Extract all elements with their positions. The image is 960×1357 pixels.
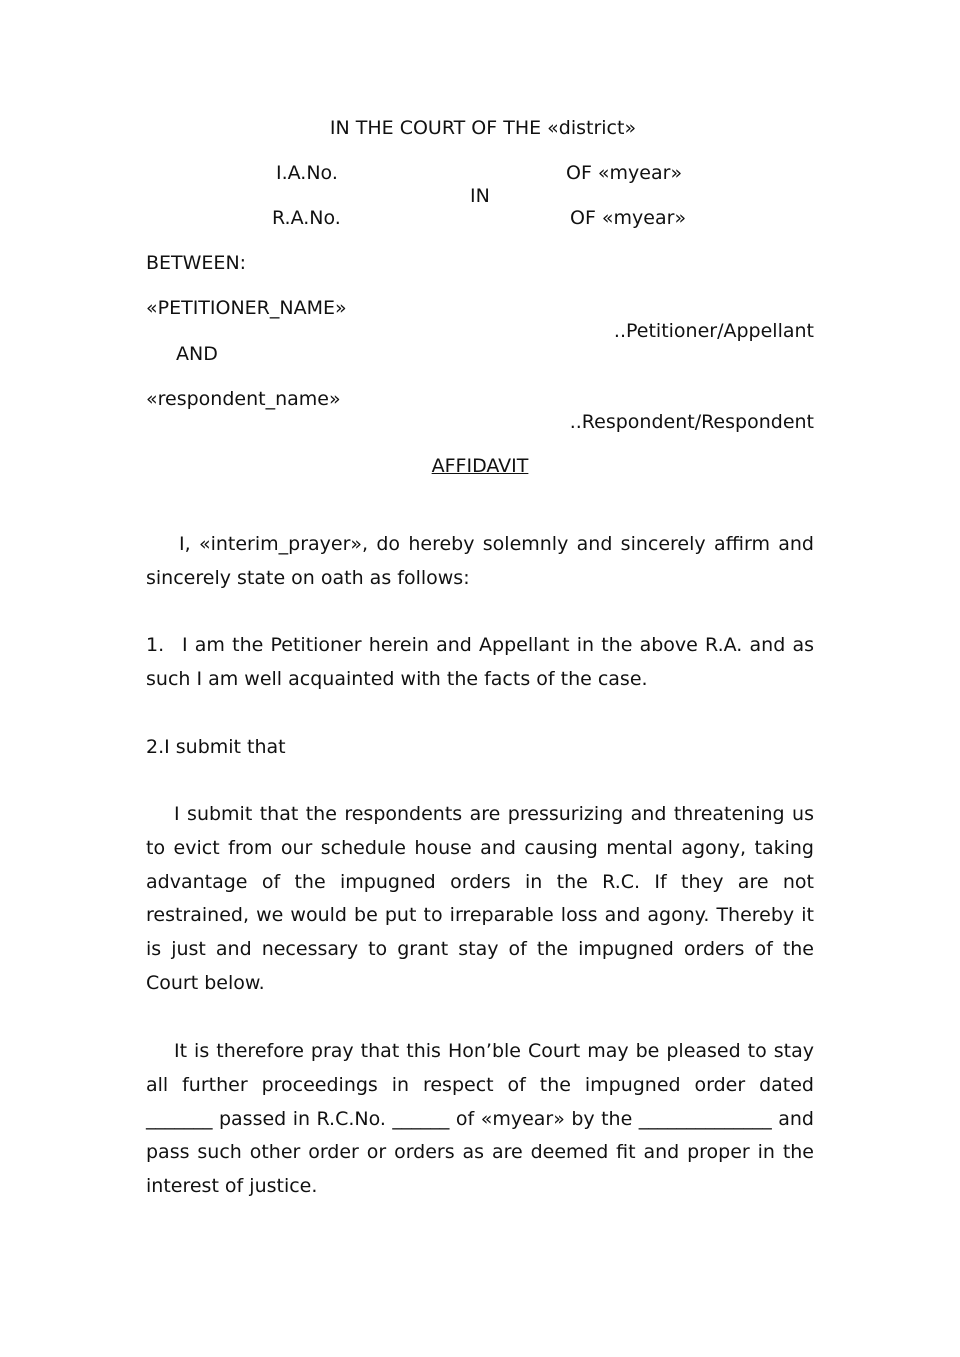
- point-one-number: 1.: [146, 634, 165, 656]
- prayer-text: It is therefore pray that this Hon’ble Court may be pleased to stay all further proceedings in respect of the impugned order dated _______ passed in R.C.No. ______ of «myear» by the ______________ and pass such other order or orders as are deemed fit and proper in the interest of justice.: [146, 1040, 814, 1198]
- point-one-paragraph: [146, 629, 814, 697]
- and-label: AND: [176, 343, 218, 365]
- submission-text: I submit that the respondents are pressurizing and threatening us to evict from our schedule house and causing mental agony, taking advantage of the impugned orders in the R.C. If they are not restrained, we would be put to irreparable loss and agony. Thereby it is just and necessary to grant stay of the impugned orders of the Court below.: [146, 803, 814, 994]
- ra-number-label: R.A.No.: [272, 207, 341, 229]
- respondent-role: ..Respondent/Respondent: [569, 411, 814, 433]
- intro-paragraph: [146, 528, 814, 596]
- petitioner-name: «PETITIONER_NAME»: [146, 297, 347, 319]
- ia-number-label: I.A.No.: [276, 162, 338, 184]
- between-label: BETWEEN:: [146, 252, 247, 274]
- prayer-paragraph: [146, 1035, 814, 1204]
- court-title: IN THE COURT OF THE «district»: [329, 117, 637, 139]
- petitioner-role: ..Petitioner/Appellant: [613, 320, 814, 342]
- point-two-text: 2.I submit that: [146, 736, 286, 758]
- intro-text: I, «interim_prayer», do hereby solemnly and sincerely affirm and sincerely state on oath as follows:: [146, 533, 814, 589]
- ra-year-label: OF «myear»: [570, 207, 687, 229]
- point-one-text: I am the Petitioner herein and Appellant in the above R.A. and as such I am well acquainted with the facts of the case.: [146, 634, 814, 690]
- ia-year-label: OF «myear»: [566, 162, 683, 184]
- submission-paragraph: [146, 798, 814, 1001]
- affidavit-title: AFFIDAVIT: [431, 455, 529, 477]
- point-two-paragraph: [146, 731, 814, 765]
- respondent-name: «respondent_name»: [146, 388, 341, 410]
- in-label: IN: [470, 185, 490, 207]
